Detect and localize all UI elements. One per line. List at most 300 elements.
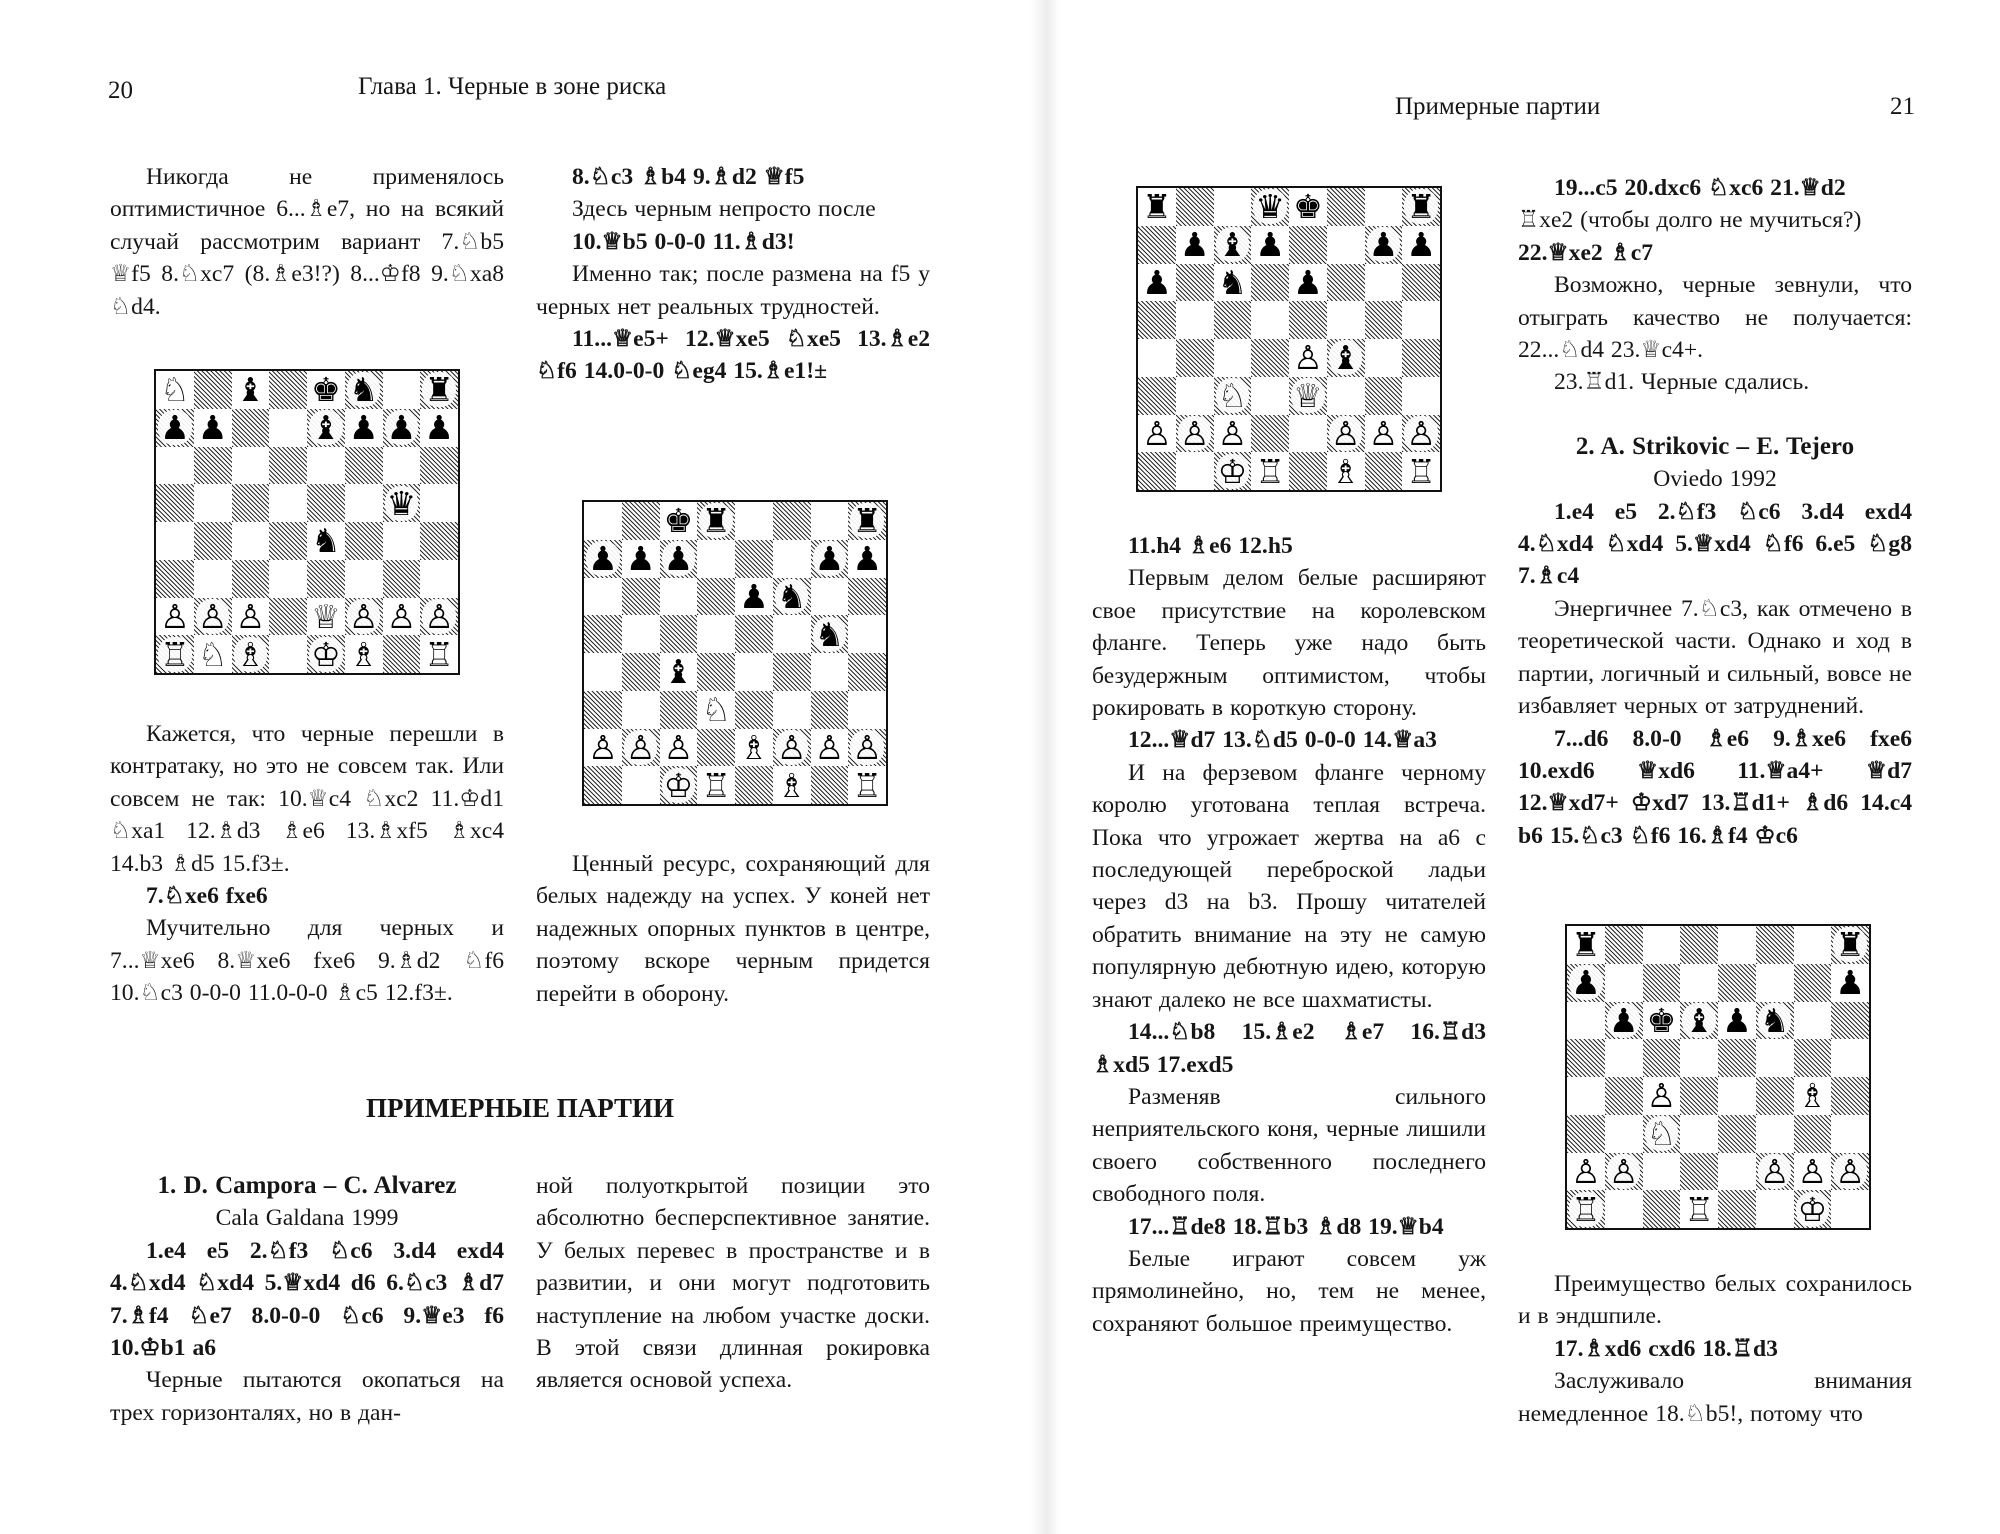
board-square <box>1402 188 1440 226</box>
white-pawn-icon: ♙ <box>1646 1077 1677 1115</box>
left-col2-bottom <box>536 1170 930 1397</box>
board-square <box>1794 1153 1832 1191</box>
paragraph: 1.e4 e5 2.♘f3 ♘c6 3.d4 exd4 4.♘xd4 ♘xd4 5.♕xd4 d6 6.♘c3 ♗d7 7.♗f4 ♘e7 8.0-0-0 ♘c6 9.♕e3 f6 10.♔b1 a6 <box>110 1237 504 1362</box>
board-square <box>420 371 458 409</box>
board-square <box>584 502 622 540</box>
paragraph: 1.e4 e5 2.♘f3 ♘c6 3.d4 exd4 4.♘xd4 ♘xd4 5.♕xd4 ♘f6 6.e5 ♘g8 7.♗c4 <box>1518 498 1912 590</box>
board-square <box>232 560 270 598</box>
board-square <box>345 635 383 673</box>
white-pawn-icon: ♙ <box>160 597 190 636</box>
board-square <box>735 729 773 767</box>
board-square <box>1605 964 1643 1002</box>
left-page-number: 20 <box>108 77 133 104</box>
board-square <box>622 540 660 578</box>
board-square <box>307 447 345 485</box>
board-square <box>1138 415 1176 453</box>
board-square <box>345 522 383 560</box>
white-pawn-icon: ♙ <box>1179 414 1210 453</box>
board-square <box>345 447 383 485</box>
board-square <box>735 502 773 540</box>
board-square <box>848 578 886 616</box>
board-square <box>1567 1002 1605 1040</box>
board-square <box>1327 226 1365 264</box>
paragraph: Энергичнее 7.♘c3, как отмечено в теоретической части. Однако и ход в партии, логичный и сильный, вовсе не избавляет черных от затруднений. <box>1518 595 1912 720</box>
board-square <box>1831 1190 1869 1228</box>
paragraph: ной полуоткрытой позиции это абсолютно бесперспективное занятие. У белых перевес в пространстве и в развитии, и они могут подготовить наступление на любом участке доски. В этой связи длинная рокировка является основой успеха. <box>536 1173 930 1394</box>
board-square <box>269 560 307 598</box>
black-bishop-icon: ♝ <box>311 408 341 447</box>
board-square <box>1289 226 1327 264</box>
black-rook-icon: ♜ <box>1142 188 1172 226</box>
board-square <box>1680 1002 1718 1040</box>
board-square <box>697 653 735 691</box>
black-pawn-icon: ♟ <box>1835 963 1865 1002</box>
board-square <box>1251 377 1289 415</box>
board-square <box>1402 226 1440 264</box>
paragraph: 11.h4 ♗e6 12.h5 <box>1128 533 1293 559</box>
black-pawn-icon: ♟ <box>588 539 618 578</box>
board-square <box>773 691 811 729</box>
board-square <box>269 409 307 447</box>
board-square <box>1567 1115 1605 1153</box>
board-square <box>1605 1190 1643 1228</box>
black-knight-icon: ♞ <box>348 371 379 409</box>
black-knight-icon: ♞ <box>1217 263 1248 302</box>
board-square <box>269 371 307 409</box>
board-square <box>1365 377 1403 415</box>
board-square <box>660 540 698 578</box>
board-square <box>194 598 232 636</box>
board-square <box>1402 339 1440 377</box>
board-square <box>622 578 660 616</box>
board-square <box>1643 964 1681 1002</box>
board-square <box>1643 1039 1681 1077</box>
board-square <box>1214 452 1252 490</box>
board-square <box>697 578 735 616</box>
board-square <box>156 371 194 409</box>
white-king-icon: ♔ <box>311 635 341 673</box>
board-square <box>1831 964 1869 1002</box>
board-square <box>307 409 345 447</box>
board-square <box>622 691 660 729</box>
board-square <box>1214 188 1252 226</box>
board-square <box>1138 377 1176 415</box>
board-square <box>1402 415 1440 453</box>
black-rook-icon: ♜ <box>852 502 882 540</box>
board-square <box>660 502 698 540</box>
board-square <box>811 502 849 540</box>
board-square <box>383 560 421 598</box>
board-square <box>1365 301 1403 339</box>
board-square <box>1365 452 1403 490</box>
black-pawn-icon: ♟ <box>852 539 882 578</box>
board-square <box>1718 1115 1756 1153</box>
board-square <box>735 691 773 729</box>
board-square <box>1756 1115 1794 1153</box>
board-square <box>735 615 773 653</box>
board-square <box>848 615 886 653</box>
black-rook-icon: ♜ <box>1406 188 1436 226</box>
board-square <box>735 766 773 804</box>
board-square <box>1251 264 1289 302</box>
paragraph: 10.♕b5 0-0-0 11.♗d3! <box>572 228 795 255</box>
board-square <box>307 598 345 636</box>
board-square <box>1718 1077 1756 1115</box>
white-bishop-icon: ♗ <box>776 766 807 804</box>
board-square <box>811 691 849 729</box>
black-king-icon: ♚ <box>1646 1001 1677 1040</box>
board-square <box>420 635 458 673</box>
board-square <box>1289 264 1327 302</box>
black-bishop-icon: ♝ <box>1217 225 1248 264</box>
board-square <box>584 540 622 578</box>
board-square <box>194 522 232 560</box>
white-pawn-icon: ♙ <box>386 597 417 636</box>
board-square <box>194 484 232 522</box>
board-square <box>156 560 194 598</box>
black-pawn-icon: ♟ <box>348 408 379 447</box>
paragraph: 19...c5 20.dxc6 ♘xc6 21.♕d2 <box>1554 175 1846 201</box>
board-square <box>1831 1039 1869 1077</box>
board-square <box>1327 415 1365 453</box>
black-rook-icon: ♜ <box>1571 926 1601 964</box>
board-square <box>1327 377 1365 415</box>
board-square <box>156 522 194 560</box>
board-square <box>1718 1039 1756 1077</box>
board-square <box>660 615 698 653</box>
board-square <box>1365 415 1403 453</box>
right-col4-top <box>1518 172 1912 852</box>
black-pawn-icon: ♟ <box>160 408 190 447</box>
board-square <box>194 635 232 673</box>
board-square <box>345 371 383 409</box>
left-running-head: Глава 1. Черные в зоне риска <box>358 73 667 100</box>
board-square <box>420 560 458 598</box>
black-king-icon: ♚ <box>1293 188 1323 226</box>
board-square <box>697 615 735 653</box>
board-square <box>1289 377 1327 415</box>
board-square <box>1718 964 1756 1002</box>
white-pawn-icon: ♙ <box>197 597 228 636</box>
board-square <box>773 766 811 804</box>
board-square <box>773 615 811 653</box>
white-king-icon: ♔ <box>1217 452 1248 490</box>
board-square <box>383 371 421 409</box>
board-square <box>1718 1190 1756 1228</box>
board-square <box>811 729 849 767</box>
paragraph: 2. A. Strikovic – E. Tejero <box>1575 432 1855 460</box>
board-square <box>383 522 421 560</box>
paragraph: Именно так; после размена на f5 у черных нет реальных трудностей. <box>536 261 930 320</box>
board-square <box>1831 1153 1869 1191</box>
board-square <box>345 409 383 447</box>
black-pawn-icon: ♟ <box>424 408 454 447</box>
board-square <box>307 522 345 560</box>
board-square <box>345 560 383 598</box>
board-square <box>156 447 194 485</box>
white-pawn-icon: ♙ <box>588 728 618 767</box>
board-square <box>307 560 345 598</box>
white-rook-icon: ♖ <box>160 635 190 673</box>
board-square <box>1831 926 1869 964</box>
white-bishop-icon: ♗ <box>1330 452 1361 490</box>
board-square <box>420 409 458 447</box>
board-square <box>848 653 886 691</box>
board-square <box>1289 339 1327 377</box>
board-square <box>1251 188 1289 226</box>
board-square <box>1794 1190 1832 1228</box>
board-square <box>660 653 698 691</box>
board-square <box>697 766 735 804</box>
board-square <box>811 653 849 691</box>
board-square <box>1176 415 1214 453</box>
board-square <box>773 502 811 540</box>
board-square <box>1756 1039 1794 1077</box>
white-pawn-icon: ♙ <box>625 728 656 767</box>
board-square <box>383 447 421 485</box>
board-square <box>773 578 811 616</box>
board-square <box>156 598 194 636</box>
white-bishop-icon: ♗ <box>348 635 379 673</box>
board-square <box>1176 377 1214 415</box>
white-rook-icon: ♖ <box>1684 1190 1714 1228</box>
board-square <box>622 766 660 804</box>
board-square <box>811 766 849 804</box>
board-square <box>622 653 660 691</box>
black-queen-icon: ♛ <box>1255 188 1285 226</box>
board-square <box>1176 226 1214 264</box>
white-pawn-icon: ♙ <box>1608 1152 1639 1191</box>
board-square <box>1680 1153 1718 1191</box>
paragraph: И на ферзевом фланге черному королю уготована теплая встреча. Пока что угрожает жертва на a6 с последующей переброской ладьи через d3 на b3. Прошу читателей обратить внимание на эту не самую популярную дебютную идею, которую знают далеко не все шахматисты. <box>1092 759 1486 1013</box>
right-page-number: 21 <box>1890 93 1915 120</box>
white-pawn-icon: ♙ <box>1293 339 1323 377</box>
board-square <box>307 371 345 409</box>
board-square <box>1794 926 1832 964</box>
paragraph: Черные пытаются окопаться на трех горизонталях, но в дан- <box>110 1367 504 1426</box>
board-square <box>1176 452 1214 490</box>
white-queen-icon: ♕ <box>311 597 341 636</box>
board-square <box>1605 926 1643 964</box>
board-square <box>1756 1190 1794 1228</box>
right-col3 <box>1092 530 1486 1340</box>
board-square <box>156 635 194 673</box>
board-square <box>1605 1002 1643 1040</box>
white-pawn-icon: ♙ <box>1571 1152 1601 1191</box>
chess-diagram-1 <box>154 369 460 675</box>
black-pawn-icon: ♟ <box>1293 263 1323 302</box>
board-square <box>811 578 849 616</box>
board-square <box>1251 226 1289 264</box>
paragraph: ♖xe2 (чтобы долго не мучиться?) <box>1518 207 1862 234</box>
white-rook-icon: ♖ <box>1571 1190 1601 1228</box>
black-pawn-icon: ♟ <box>1255 225 1285 264</box>
black-pawn-icon: ♟ <box>1142 263 1172 302</box>
board-square <box>1138 226 1176 264</box>
black-pawn-icon: ♟ <box>663 539 694 578</box>
board-square <box>1680 1039 1718 1077</box>
board-square <box>269 522 307 560</box>
white-pawn-icon: ♙ <box>1217 414 1248 453</box>
black-rook-icon: ♜ <box>424 371 454 409</box>
board-square <box>1567 1153 1605 1191</box>
board-square <box>1214 264 1252 302</box>
board-square <box>1794 1115 1832 1153</box>
paragraph: Разменяв сильного неприятельского коня, черные лишили своего собственного последнего свободного поля. <box>1092 1083 1486 1208</box>
white-pawn-icon: ♙ <box>235 597 266 636</box>
paragraph: Здесь черным непросто после <box>572 196 876 223</box>
board-square <box>232 598 270 636</box>
paragraph: Кажется, что черные перешли в контратаку, но это не совсем так. Или совсем не так: 10.♕c4 ♘xc2 11.♔d1 ♘xa1 12.♗d3 ♗e6 13.♗xf5 ♗xc4 14.b3 ♗d5 15.f3±. <box>110 721 504 877</box>
white-king-icon: ♔ <box>1797 1190 1828 1228</box>
page-gutter <box>1030 0 1060 1534</box>
chess-diagram-2 <box>582 500 888 806</box>
white-rook-icon: ♖ <box>1406 452 1436 490</box>
board-square <box>660 691 698 729</box>
board-square <box>1214 415 1252 453</box>
board-square <box>232 522 270 560</box>
board-square <box>1176 188 1214 226</box>
board-square <box>307 635 345 673</box>
board-square <box>1402 264 1440 302</box>
board-square <box>1365 339 1403 377</box>
paragraph: 22.♕xe2 ♗c7 <box>1518 239 1654 266</box>
board-square <box>194 447 232 485</box>
board-square <box>584 729 622 767</box>
board-square <box>735 540 773 578</box>
paragraph: 17...♖de8 18.♖b3 ♗d8 19.♕b4 <box>1128 1213 1444 1240</box>
white-rook-icon: ♖ <box>852 766 882 804</box>
board-square <box>1718 926 1756 964</box>
board-square <box>1567 1077 1605 1115</box>
white-rook-icon: ♖ <box>1255 452 1285 490</box>
board-square <box>1138 188 1176 226</box>
board-square <box>232 371 270 409</box>
board-square <box>1831 1002 1869 1040</box>
black-king-icon: ♚ <box>311 371 341 409</box>
white-knight-icon: ♘ <box>197 635 228 673</box>
black-knight-icon: ♞ <box>1759 1001 1790 1040</box>
board-square <box>232 484 270 522</box>
white-rook-icon: ♖ <box>701 766 731 804</box>
board-square <box>345 598 383 636</box>
board-square <box>1402 301 1440 339</box>
white-pawn-icon: ♙ <box>852 728 882 767</box>
board-square <box>1138 452 1176 490</box>
paragraph: 14...♘b8 15.♗e2 ♗e7 16.♖d3 ♗xd5 17.exd5 <box>1092 1019 1486 1078</box>
black-pawn-icon: ♟ <box>739 577 769 616</box>
black-pawn-icon: ♟ <box>1406 225 1436 264</box>
board-square <box>622 615 660 653</box>
paragraph: 17.♗xd6 cxd6 18.♖d3 <box>1554 1335 1778 1362</box>
board-square <box>1402 452 1440 490</box>
paragraph: Возможно, черные зевнули, что отыграть качество не получается: 22...♘d4 23.♕c4+. <box>1518 272 1912 364</box>
white-pawn-icon: ♙ <box>776 728 807 767</box>
black-pawn-icon: ♟ <box>197 408 228 447</box>
board-square <box>1214 226 1252 264</box>
board-square <box>383 409 421 447</box>
board-square <box>269 635 307 673</box>
board-square <box>1567 926 1605 964</box>
board-square <box>1289 301 1327 339</box>
paragraph: Мучительно для черных и 7...♕xe6 8.♕xe6 fxe6 9.♗d2 ♘f6 10.♘c3 0-0-0 11.0-0-0 ♗c5 12.f3±. <box>110 915 504 1007</box>
board-square <box>811 540 849 578</box>
paragraph: 1. D. Campora – C. Alvarez <box>157 1172 457 1199</box>
board-square <box>1680 1115 1718 1153</box>
board-square <box>697 540 735 578</box>
black-pawn-icon: ♟ <box>1722 1001 1752 1040</box>
white-queen-icon: ♕ <box>1293 376 1323 415</box>
board-square <box>1365 188 1403 226</box>
board-square <box>345 484 383 522</box>
board-square <box>848 766 886 804</box>
chess-diagram-3 <box>1136 186 1442 492</box>
white-pawn-icon: ♙ <box>1797 1152 1828 1191</box>
board-square <box>697 502 735 540</box>
black-bishop-icon: ♝ <box>1330 339 1361 377</box>
board-square <box>584 691 622 729</box>
black-bishop-icon: ♝ <box>235 371 266 409</box>
board-square <box>622 502 660 540</box>
board-square <box>1567 1039 1605 1077</box>
board-square <box>194 560 232 598</box>
board-square <box>697 729 735 767</box>
black-pawn-icon: ♟ <box>1368 225 1399 264</box>
board-square <box>1214 377 1252 415</box>
board-square <box>1680 926 1718 964</box>
paragraph: Cala Galdana 1999 <box>215 1205 399 1232</box>
board-square <box>773 540 811 578</box>
board-square <box>1327 452 1365 490</box>
board-square <box>1756 1002 1794 1040</box>
board-square <box>1402 377 1440 415</box>
white-bishop-icon: ♗ <box>739 728 769 767</box>
board-square <box>232 635 270 673</box>
board-square <box>1138 264 1176 302</box>
board-square <box>269 484 307 522</box>
black-knight-icon: ♞ <box>814 615 845 653</box>
paragraph: Преимущество белых сохранилось и в эндшпиле. <box>1518 1271 1912 1330</box>
board-square <box>848 691 886 729</box>
black-rook-icon: ♜ <box>701 502 731 540</box>
board-square <box>660 729 698 767</box>
black-rook-icon: ♜ <box>1835 926 1865 964</box>
board-square <box>232 447 270 485</box>
board-square <box>1831 1077 1869 1115</box>
black-pawn-icon: ♟ <box>1608 1001 1639 1040</box>
board-square <box>584 766 622 804</box>
board-square <box>735 578 773 616</box>
white-pawn-icon: ♙ <box>1330 414 1361 453</box>
board-square <box>1289 415 1327 453</box>
board-square <box>1756 1077 1794 1115</box>
board-square <box>420 522 458 560</box>
board-square <box>1643 1190 1681 1228</box>
board-square <box>1251 452 1289 490</box>
white-knight-icon: ♘ <box>1646 1114 1677 1153</box>
black-bishop-icon: ♝ <box>1684 1001 1714 1040</box>
board-square <box>1251 415 1289 453</box>
white-pawn-icon: ♙ <box>663 728 694 767</box>
black-queen-icon: ♛ <box>386 484 417 522</box>
black-pawn-icon: ♟ <box>386 408 417 447</box>
paragraph: 12...♕d7 13.♘d5 0-0-0 14.♕a3 <box>1128 727 1437 754</box>
black-pawn-icon: ♟ <box>1179 225 1210 264</box>
board-square <box>1176 339 1214 377</box>
board-square <box>1289 452 1327 490</box>
board-square <box>773 653 811 691</box>
white-bishop-icon: ♗ <box>235 635 266 673</box>
